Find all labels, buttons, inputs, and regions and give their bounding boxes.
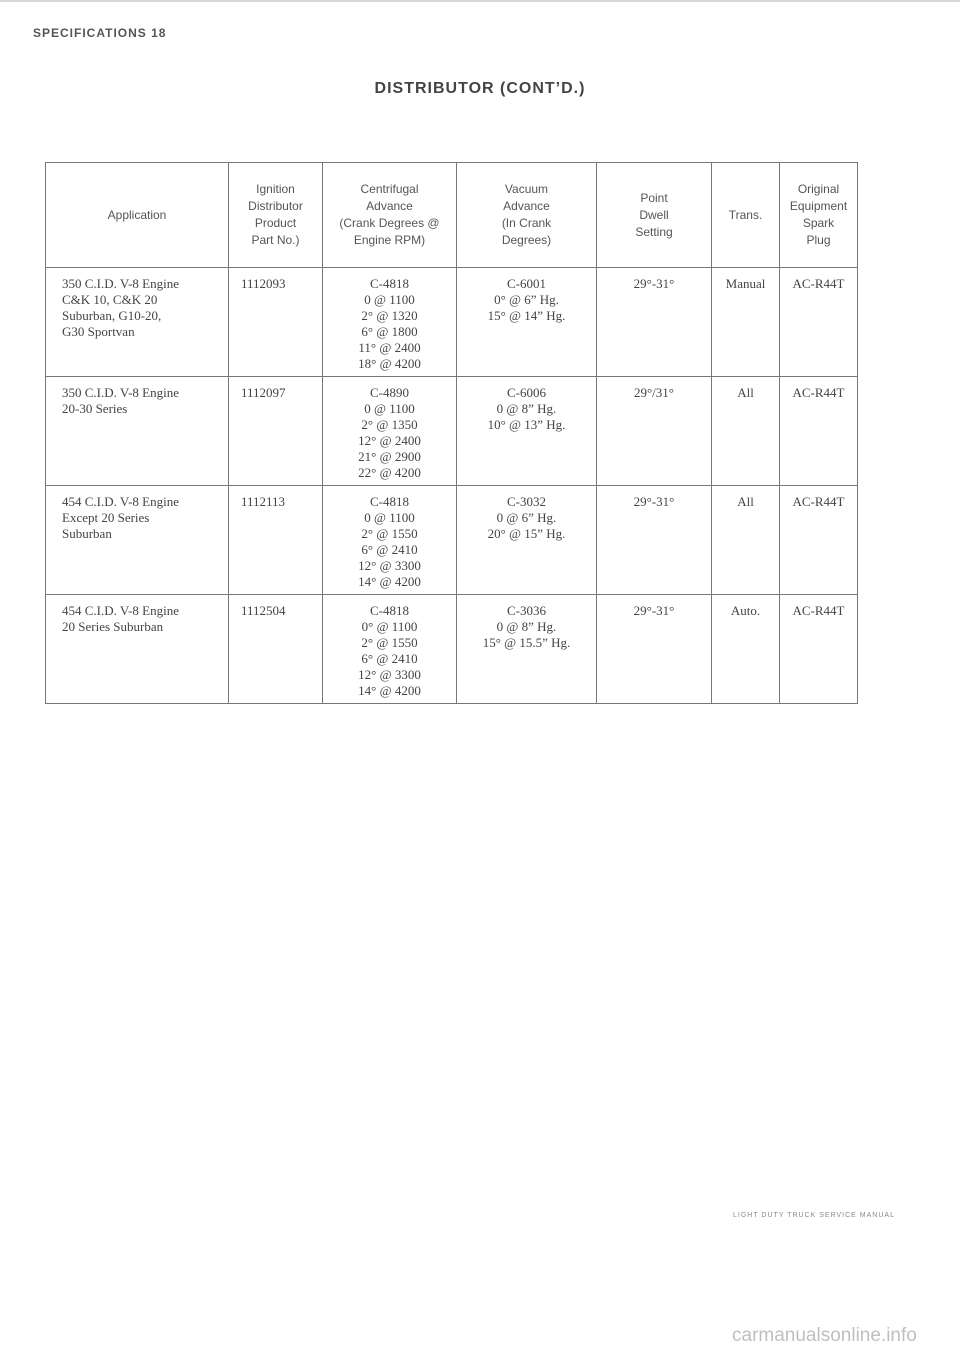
- page-edge: [0, 0, 960, 2]
- cell-part-no: 1112093: [229, 268, 323, 377]
- centrifugal-line: 14° @ 4200: [358, 574, 421, 589]
- header-line: Original: [797, 182, 840, 196]
- cell-application: [46, 486, 229, 595]
- centrifugal-line: 0 @ 1100: [364, 510, 415, 525]
- cell-part-no: 1112504: [229, 595, 323, 704]
- cell-dwell: 29°-31°: [597, 268, 712, 377]
- cell-plug: AC-R44T: [780, 268, 858, 377]
- header-line: Advance: [366, 199, 413, 213]
- centrifugal-line: 11° @ 2400: [358, 340, 421, 355]
- cell-trans: Manual: [712, 268, 780, 377]
- header-centrifugal: [323, 163, 457, 268]
- distributor-spec-table: [45, 162, 858, 704]
- application-line: Suburban: [62, 526, 112, 541]
- cell-trans: All: [712, 486, 780, 595]
- vacuum-line: C-3032: [507, 494, 546, 509]
- cell-trans: All: [712, 377, 780, 486]
- application-line: C&K 10, C&K 20: [62, 292, 158, 307]
- application-line: 454 C.I.D. V-8 Engine: [62, 603, 179, 618]
- cell-vacuum: [457, 486, 597, 595]
- centrifugal-line: 0° @ 1100: [361, 619, 418, 634]
- centrifugal-line: 12° @ 2400: [358, 433, 421, 448]
- cell-dwell: 29°-31°: [597, 595, 712, 704]
- header-part-no: [229, 163, 323, 268]
- centrifugal-line: 12° @ 3300: [358, 667, 421, 682]
- cell-centrifugal: [323, 377, 457, 486]
- header-line: Equipment: [789, 199, 848, 213]
- centrifugal-line: 6° @ 2410: [361, 542, 418, 557]
- cell-centrifugal: [323, 268, 457, 377]
- cell-trans: Auto.: [712, 595, 780, 704]
- cell-dwell: 29°/31°: [597, 377, 712, 486]
- vacuum-line: C-6006: [507, 385, 546, 400]
- header-plug: [780, 163, 858, 268]
- application-line: 20-30 Series: [62, 401, 128, 416]
- centrifugal-line: C-4818: [370, 603, 409, 618]
- vacuum-line: 0 @ 8” Hg.: [496, 401, 557, 416]
- header-line: Plug: [806, 233, 831, 247]
- vacuum-line: 0 @ 8” Hg.: [496, 619, 557, 634]
- table-body: [46, 268, 858, 704]
- centrifugal-line: 0 @ 1100: [364, 292, 415, 307]
- table-row: [46, 377, 858, 486]
- centrifugal-line: 12° @ 3300: [358, 558, 421, 573]
- vacuum-line: C-3036: [507, 603, 546, 618]
- watermark: carmanualsonline.info: [732, 1325, 917, 1346]
- cell-application: [46, 377, 229, 486]
- header-line: Degrees): [501, 233, 552, 247]
- header-line: Vacuum: [504, 182, 549, 196]
- header-line: Distributor: [248, 199, 303, 213]
- centrifugal-line: C-4818: [370, 494, 409, 509]
- centrifugal-line: 2° @ 1550: [361, 526, 418, 541]
- header-line: Setting: [635, 224, 673, 239]
- vacuum-line: 0 @ 6” Hg.: [496, 510, 557, 525]
- table-row: [46, 268, 858, 377]
- application-line: G30 Sportvan: [62, 324, 135, 339]
- cell-application: [46, 595, 229, 704]
- header-line: Spark: [802, 216, 835, 230]
- cell-plug: AC-R44T: [780, 486, 858, 595]
- header-line: Ignition: [256, 182, 295, 196]
- header-dwell: [597, 163, 712, 268]
- centrifugal-line: C-4818: [370, 276, 409, 291]
- header-vacuum: [457, 163, 597, 268]
- application-line: 350 C.I.D. V-8 Engine: [62, 385, 179, 400]
- header-line: Dwell: [639, 207, 669, 222]
- application-line: Except 20 Series: [62, 510, 150, 525]
- table-row: [46, 595, 858, 704]
- header-trans: [712, 163, 780, 268]
- vacuum-line: 20° @ 15” Hg.: [487, 526, 566, 541]
- header-line: Point: [640, 190, 668, 205]
- header-line: Advance: [503, 199, 550, 213]
- centrifugal-line: 0 @ 1100: [364, 401, 415, 416]
- header-line: Part No.): [251, 233, 300, 247]
- cell-centrifugal: [323, 595, 457, 704]
- page-header: SPECIFICATIONS 18: [33, 26, 167, 40]
- table-header-row: [46, 163, 858, 268]
- page-title: DISTRIBUTOR (CONT’D.): [374, 80, 586, 97]
- cell-part-no: 1112097: [229, 377, 323, 486]
- cell-plug: AC-R44T: [780, 595, 858, 704]
- application-line: 454 C.I.D. V-8 Engine: [62, 494, 179, 509]
- vacuum-line: 0° @ 6” Hg.: [494, 292, 559, 307]
- cell-vacuum: [457, 268, 597, 377]
- header-line: (In Crank: [501, 216, 552, 230]
- centrifugal-line: 21° @ 2900: [358, 449, 421, 464]
- cell-part-no: 1112113: [229, 486, 323, 595]
- cell-application: [46, 268, 229, 377]
- application-line: Suburban, G10-20,: [62, 308, 162, 323]
- centrifugal-line: 14° @ 4200: [358, 683, 421, 698]
- page-footer: LIGHT DUTY TRUCK SERVICE MANUAL: [733, 1212, 895, 1219]
- centrifugal-line: C-4890: [370, 385, 409, 400]
- header-line: Application: [107, 207, 167, 222]
- header-line: Engine RPM): [353, 233, 426, 247]
- cell-dwell: 29°-31°: [597, 486, 712, 595]
- centrifugal-line: 22° @ 4200: [358, 465, 421, 480]
- centrifugal-line: 2° @ 1350: [361, 417, 418, 432]
- header-line: Product: [254, 216, 297, 230]
- cell-vacuum: [457, 377, 597, 486]
- centrifugal-line: 2° @ 1550: [361, 635, 418, 650]
- vacuum-line: C-6001: [507, 276, 546, 291]
- application-line: 350 C.I.D. V-8 Engine: [62, 276, 179, 291]
- application-line: 20 Series Suburban: [62, 619, 164, 634]
- vacuum-line: 15° @ 15.5” Hg.: [482, 635, 571, 650]
- cell-centrifugal: [323, 486, 457, 595]
- header-line: Trans.: [728, 207, 763, 222]
- table-row: [46, 486, 858, 595]
- vacuum-line: 15° @ 14” Hg.: [487, 308, 566, 323]
- cell-plug: AC-R44T: [780, 377, 858, 486]
- cell-vacuum: [457, 595, 597, 704]
- centrifugal-line: 2° @ 1320: [361, 308, 418, 323]
- centrifugal-line: 6° @ 2410: [361, 651, 418, 666]
- centrifugal-line: 6° @ 1800: [361, 324, 418, 339]
- vacuum-line: 10° @ 13” Hg.: [487, 417, 566, 432]
- header-line: Centrifugal: [360, 182, 419, 196]
- centrifugal-line: 18° @ 4200: [358, 356, 421, 371]
- header-application: [46, 163, 229, 268]
- header-line: (Crank Degrees @: [339, 216, 440, 230]
